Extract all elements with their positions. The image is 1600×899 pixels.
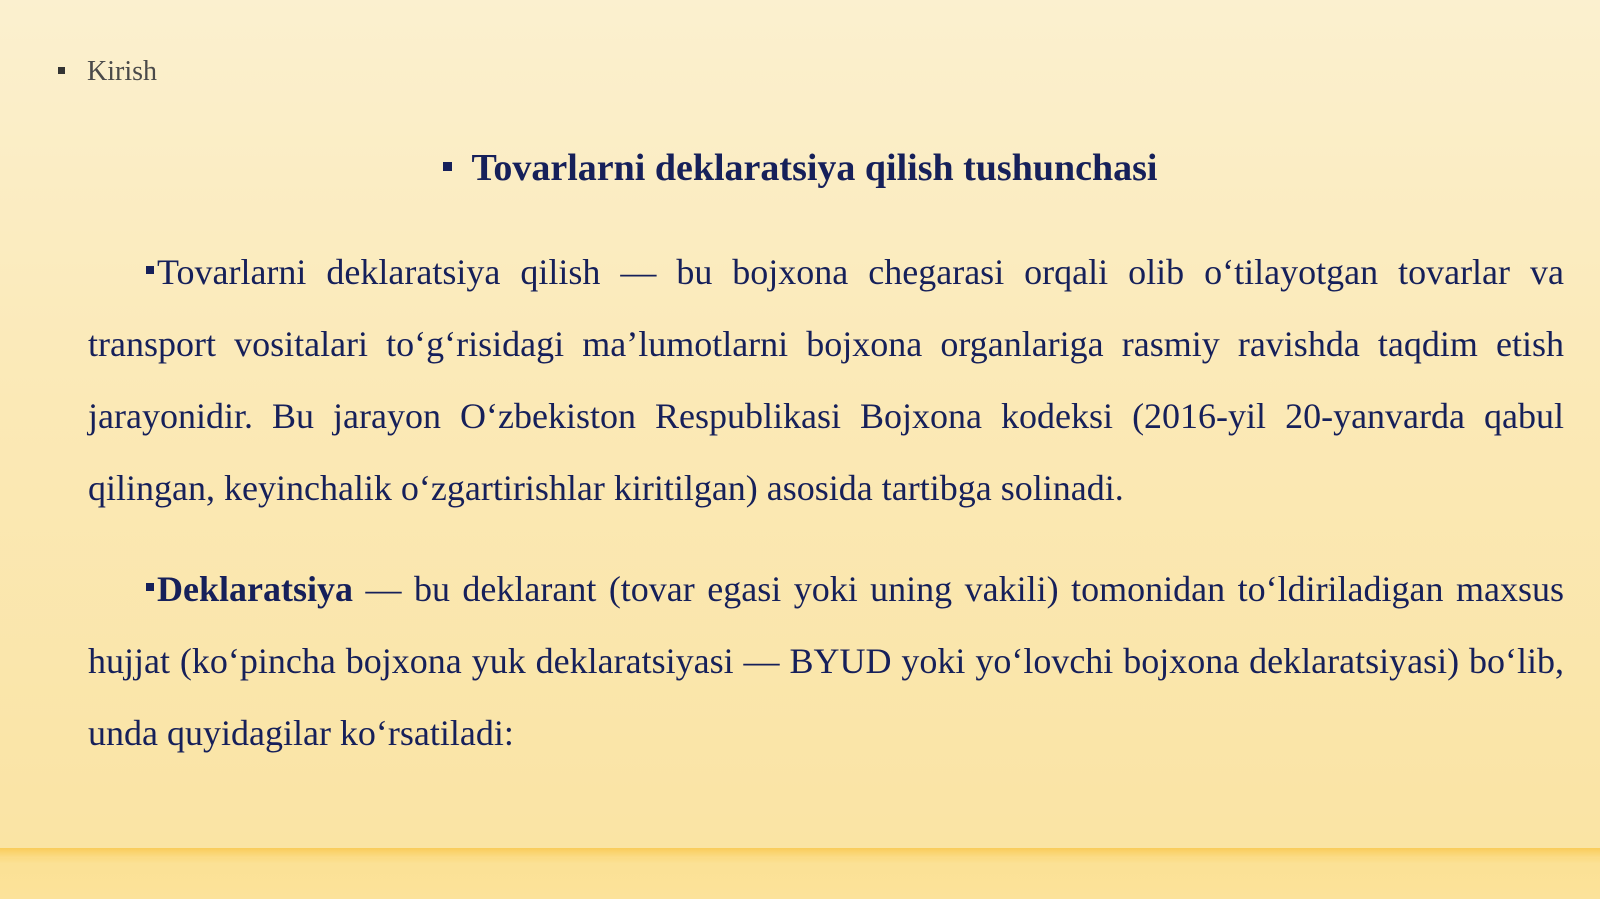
bullet-icon: [146, 266, 154, 274]
slide-title-text: Tovarlarni deklaratsiya qilish tushunchasi: [471, 147, 1158, 189]
paragraph-declaration: [88, 553, 1564, 769]
bullet-icon: [146, 583, 154, 591]
section-label-text: Kirish: [87, 56, 157, 87]
bullet-icon: [443, 162, 452, 171]
declaration-term: Deklaratsiya: [157, 569, 353, 609]
paragraph-definition-text: Tovarlarni deklaratsiya qilish — bu bojxona chegarasi orqali olib o‘tilayotgan tovarlar va transport vositalari to‘g‘risidagi ma’lumotlarni bojxona organlariga rasmiy ravishda taqdim etish jarayonidir. Bu jarayon O‘zbekiston Respublikasi Bojxona kodeksi (2016-yil 20-yanvarda qabul qilingan, keyinchalik o‘zgartirishlar kiritilgan) asosida tartibga solinadi.: [88, 252, 1564, 508]
bullet-icon: [58, 67, 65, 74]
footer-decorative-band: [0, 848, 1600, 899]
paragraph-declaration-text: — bu deklarant (tovar egasi yoki uning vakili) tomonidan to‘ldiriladigan maxsus hujjat (ko‘pincha bojxona yuk deklaratsiyasi — BYUD yoki yo‘lovchi bojxona deklaratsiyasi) bo‘lib, unda quyidagilar ko‘rsatiladi:: [88, 569, 1564, 753]
slide-title: [0, 146, 1600, 190]
paragraph-definition: [88, 236, 1564, 524]
section-label: [58, 56, 157, 88]
